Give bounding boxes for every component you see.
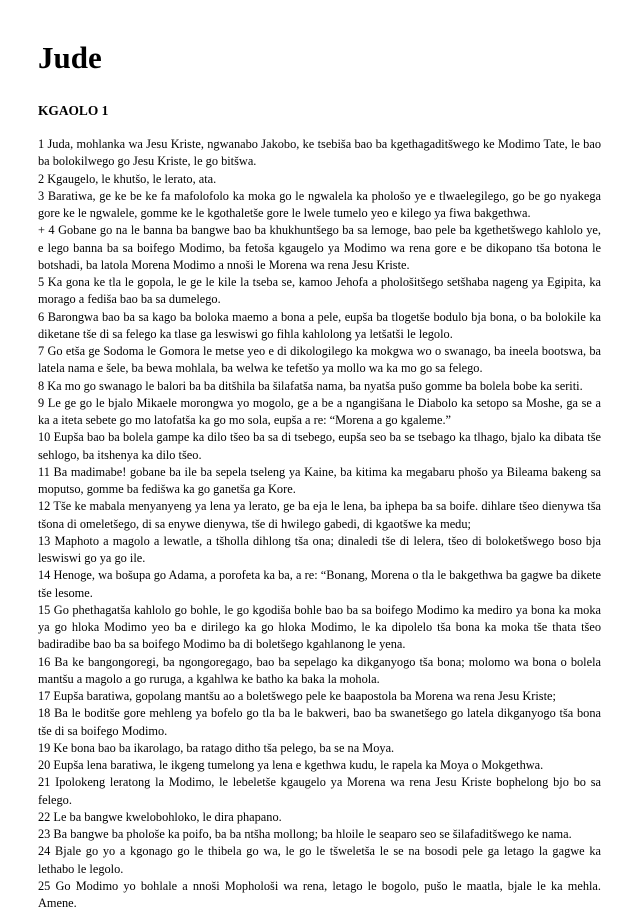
verse: 12 Tše ke mabala menyanyeng ya lena ya lerato, ge ba eja le lena, ba iphepa ba sa boife. dihlare tšeo dienywa tša tšona di omeletšego, di sa enywe dienywa, tše di hwilego gabedi, di kgaotšwe ka medu; [38,499,601,531]
verse: 15 Go phethagatša kahlolo go bohle, le go kgodiša bohle bao ba sa boifego Modimo ka mediro ya bona ka moka ya go hloka Modimo yeo ba e dirilego ka go hloka Modimo, le ka dipolelo tša bona ka moka tše thata tšeo badiradibe bao ba sa boifego Modimo ba di boletšego kgahlanong le yena. [38,602,601,652]
verse: 7 Go etša ge Sodoma le Gomora le metse yeo e di dikologilego ka mokgwa wo o swanago, ba ineela bootswa, ba latela nama e šele, ba bewa mohlala, ba welwa ke tefetšo ya mollo wa ka mo go sa felego. [38,344,601,376]
verse: 10 Eupša bao ba bolela gampe ka dilo tšeo ba sa di tsebego, eupša seo ba se tsebago ka tlhago, bjalo ka dibata tše sehlogo, ba itshenya ka dilo tšeo. [38,430,601,462]
verse: 22 Le ba bangwe kwelobohloko, le dira phapano. [38,809,282,824]
verse: 8 Ka mo go swanago le balori ba ba ditšhila ba šilafatša nama, ba nyatša pušo gomme ba bolela bobe ka seriti. [38,378,583,393]
verse: 24 Bjale go yo a kgonago go le thibela go wa, le go le tšweletša le se na bosodi pele ga letago la gagwe ka lethabo le legolo. [38,844,601,876]
verse: 16 Ba ke bangongoregi, ba ngongoregago, bao ba sepelago ka dikganyogo tša bona; molomo wa bona o bolela mantšu a magolo a go ruruga, a kgahlwa ke batho ka baka la mohola. [38,654,601,686]
verse: + 4 Gobane go na le banna ba bangwe bao ba khukhuntšego ba sa lemoge, bao pele ba kgethetšwego kahlolo ye, e lego banna ba sa boifego Modimo, ba fetoša kgaugelo ya Modimo wa rena gore e be dikopano tša botona le botshadi, ba latola Morena Modimo a nnoši le Morena wa rena Jesu Kriste. [38,223,601,272]
verse-list [38,136,601,912]
verse: 18 Ba le boditše gore mehleng ya bofelo go tla ba le bakweri, bao ba swanetšego go latela dikganyogo tša bona tše di sa boifego Modimo. [38,706,601,738]
verse: 3 Baratiwa, ge ke be ke fa mafolofolo ka moka go le ngwalela ka phološo ye e tlwaelegilego, go be go nyakega gore ke le ngwalele, gomme ke le kgothaletše gore le lwele tumelo yeo e kilego ya fiwa bakgethwa. [38,188,601,220]
verse: 25 Go Modimo yo bohlale a nnoši Mophološi wa rena, letago le bogolo, pušo le maatla, bjale le ka mehla. Amene. [38,878,601,910]
verse: 21 Ipolokeng leratong la Modimo, le lebeletše kgaugelo ya Morena wa rena Jesu Kriste bophelong bjo bo sa felego. [38,775,601,807]
verse: 5 Ka gona ke tla le gopola, le ge le kile la tseba se, kamoo Jehofa a phološitšego setšhaba nageng ya Egipita, ka morago a fediša bao ba sa dumelego. [38,275,601,307]
verse: 11 Ba madimabe! gobane ba ile ba sepela tseleng ya Kaine, ba kitima ka megabaru phošo ya Bileama bakeng sa moputso, gomme ba fedišwa ka go ganetša ga Kore. [38,464,601,496]
verse: 23 Ba bangwe ba phološe ka poifo, ba ba ntšha mollong; ba hloile le seaparo seo se šilafaditšwego ke nama. [38,827,572,841]
book-title: Jude [38,40,102,75]
verse: 6 Barongwa bao ba sa kago ba boloka maemo a bona a pele, eupša ba tlogetše bodulo bja bona, o ba bolokile ka diketane tše di sa felego ka tlase ga leswiswi go fihla kahlolong ya letšatši le legolo. [38,309,601,341]
verse: 9 Le ge go le bjalo Mikaele morongwa yo mogolo, ge a be a ngangišana le Diabolo ka setopo sa Moshe, ga se a ka a iteta sebete go mo latofatša ka go mo sola, eupša a re: “Morena a go kgaleme.” [38,395,601,427]
verse: 17 Eupša baratiwa, gopolang mantšu ao a boletšwego pele ke baapostola ba Morena wa rena Jesu Kriste; [38,689,556,703]
document-page [38,40,601,912]
verse: 2 Kgaugelo, le khutšo, le lerato, ata. [38,171,217,186]
verse: 19 Ke bona bao ba ikarolago, ba ratago ditho tša pelego, ba se na Moya. [38,740,395,755]
chapter-heading: KGAOLO 1 [38,103,109,118]
verse: 14 Henoge, wa bošupa go Adama, a porofeta ka ba, a re: “Bonang, Morena o tla le bakgethwa ba gagwe ba dikete tše lesome. [38,568,601,600]
verse: 20 Eupša lena baratiwa, le ikgeng tumelong ya lena e kgethwa kudu, le rapela ka Moya o Mokgethwa. [38,758,544,772]
verse: 1 Juda, mohlanka wa Jesu Kriste, ngwanabo Jakobo, ke tsebiša bao ba kgethagaditšwego ke Modimo Tate, le bao ba bolokilwego go Jesu Kriste, le go bitšwa. [38,137,601,169]
verse: 13 Maphoto a magolo a lewatle, a tšholla dihlong tša ona; dinaledi tše di lelera, tšeo di boloketšwego boso bja leswiswi go ya go ile. [38,533,601,565]
